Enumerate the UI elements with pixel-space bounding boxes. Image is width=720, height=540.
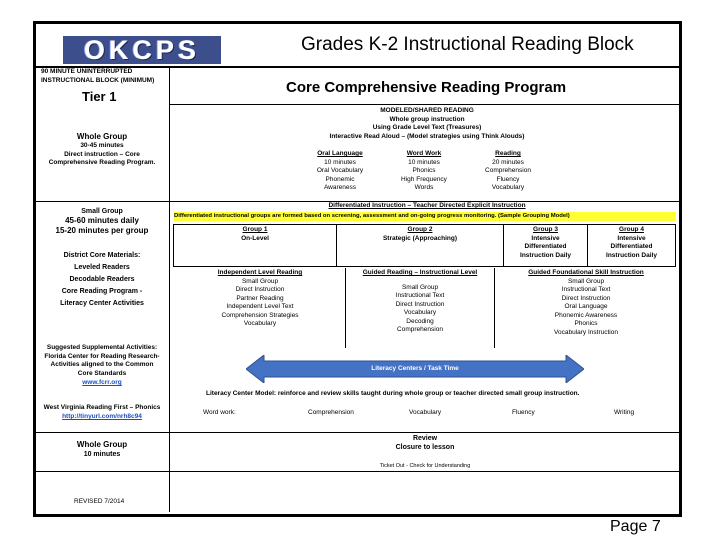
guided-reading: Guided Reading – Instructional Level Small Group Instructional Text Direct Instruction Vocabulary Decoding Comprehension [362,269,478,333]
center-model: Literacy Center Model: reinforce and review skills taught during whole group or teacher directed small group instruction. [206,390,580,397]
skill-vocabulary: Vocabulary [409,409,442,416]
page-title: Grades K-2 Instructional Reading Block [301,34,634,55]
revised-divider [36,471,679,472]
differentiated-heading: Differentiated Instruction – Teacher Directed Explicit Instruction [328,202,526,209]
okcps-logo [63,36,221,64]
grouping-note: Differentiated instructional groups are formed based on screening, assessment and on-going progress monitoring. (Sample Grouping Model) [174,212,676,221]
group-1-cell: Group 1 On-Level [241,226,269,242]
whole-group-box: Whole Group 30-45 minutes Direct instruction – Core Comprehensive Reading Program. [48,132,156,166]
group-2-cell: Group 2 Strategic (Approaching) [382,226,458,242]
closing-divider [36,432,679,433]
skill-word-work: Word work: [203,409,236,416]
review-section: Review Closure to lesson [395,435,455,451]
word-work-column: Word Work 10 minutes Phonics High Frequency Words [401,150,447,191]
left-column-divider [169,67,170,512]
core-heading: Core Comprehensive Reading Program [286,79,567,96]
logo-text: OKCPS [83,34,201,65]
core-heading-divider [169,104,679,105]
independent-reading: Independent Level Reading Small Group Direct Instruction Partner Reading Independent Level Text Comprehension Strategies Vocabulary [217,269,303,327]
small-group-box: Small Group 45-60 minutes daily 15-20 minutes per group [55,208,149,235]
groups-top-line [173,224,676,225]
groups-bottom-line [173,266,676,267]
revised-date: REVISED 7/2014 [74,498,125,505]
skill-writing: Writing [614,409,635,416]
oral-language-column: Oral Language 10 minutes Oral Vocabulary Phonemic Awareness [316,150,364,191]
closing-whole-group: Whole Group 10 minutes [76,440,128,458]
groups-right-line [675,224,676,266]
wv-link[interactable]: http://tinyurl.com/nrh8c94 [62,413,142,420]
skill-comprehension: Comprehension [308,409,354,416]
arrow-label: Literacy Centers / Task Time [371,365,459,372]
fcrr-link[interactable]: www.fcrr.org [82,379,122,386]
modeled-reading: MODELED/SHARED READING Whole group instruction Using Grade Level Text (Treasures) Interactive Read Aloud – (Model strategies using Think Alouds) [329,107,525,140]
foundational-skills: Guided Foundational Skill Instruction Small Group Instructional Text Direct Instruction Oral Language Phonemic Awareness Phonics Vocabulary Instruction [528,269,644,336]
block-duration: 90 MINUTE UNINTERRUPTED INSTRUCTIONAL BLOCK (MINIMUM) [41,68,155,84]
supplemental-activities: Suggested Supplemental Activities: Florida Center for Reading Research- Activities aligned to the Common Core Standards [44,344,160,377]
tier-label: Tier 1 [82,89,117,104]
group-3-cell: Group 3 Intensive Differentiated Instruction Daily [520,226,571,259]
page-number: Page 7 [610,518,661,535]
group-4-cell: Group 4 Intensive Differentiated Instruction Daily [606,226,657,259]
skill-fluency: Fluency [512,409,535,416]
wv-reading-first: West Virginia Reading First – Phonics [43,404,161,411]
reading-column: Reading 20 minutes Comprehension Fluency Vocabulary [485,150,531,191]
district-materials: District Core Materials: Leveled Readers Decodable Readers Core Reading Program - Literacy Center Activities [60,252,144,307]
ticket-out: Ticket Out - Check for Understanding [379,463,471,469]
